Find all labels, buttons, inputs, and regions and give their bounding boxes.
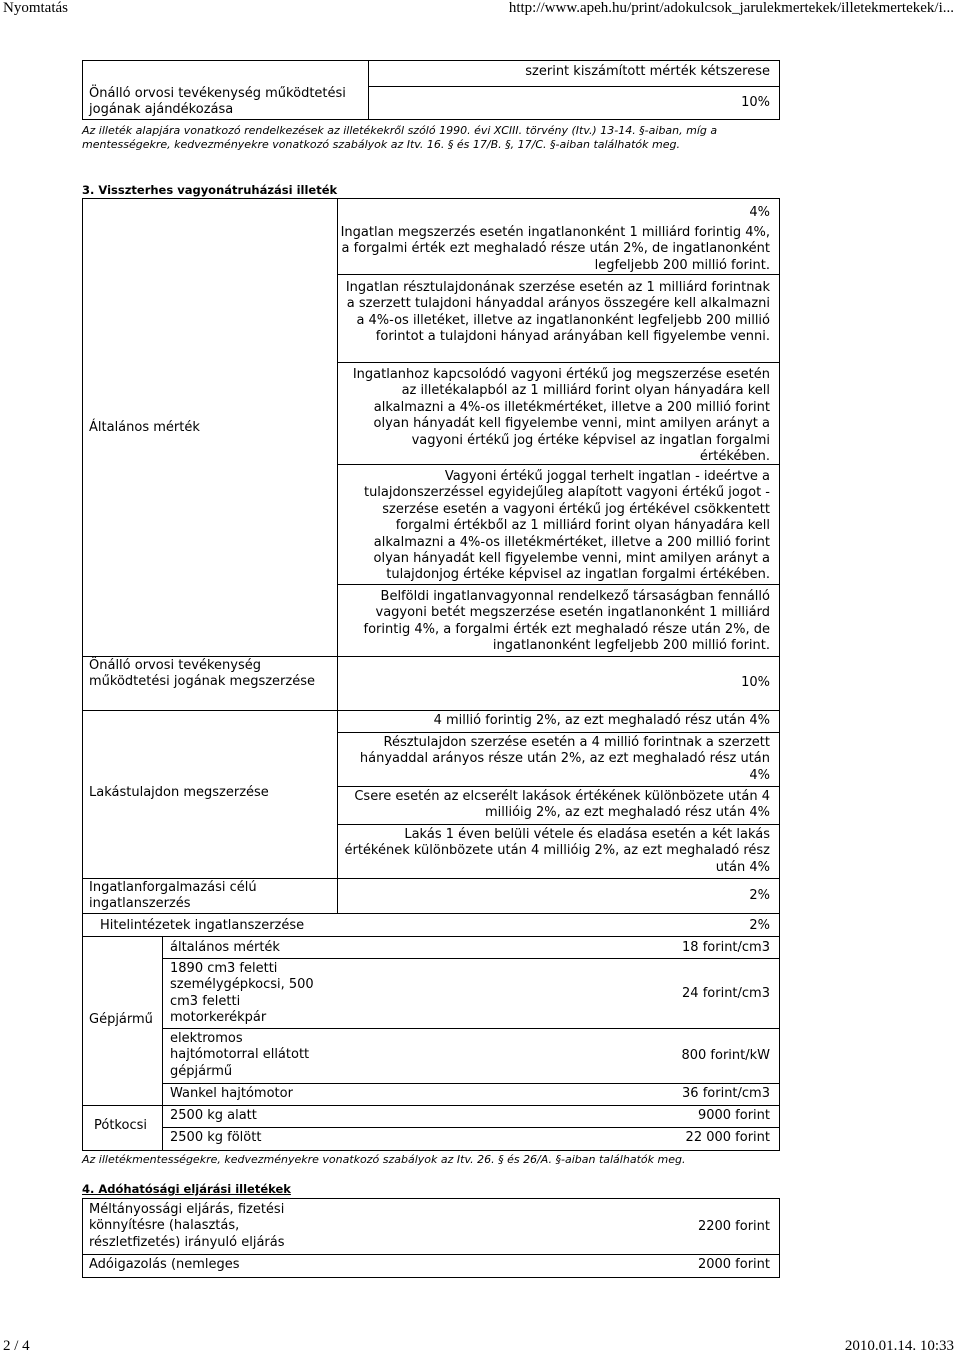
hitel-value: 2% [749, 918, 770, 933]
divider [82, 656, 780, 657]
section4-title: 4. Adóhatósági eljárási illetékek [82, 1182, 291, 1196]
paragraph-tarsasag: Belföldi ingatlanvagyonnal rendelkező társaságban fennálló vagyoni betét megszerzése esetén ingatlanonként 1 milliárd forintig 4%, a forgalmi érték ezt meghaladó része után 2%, de ingatlanonként legfeljebb 200 millió forint. [363, 589, 770, 654]
ajandekozas-label: Önálló orvosi tevékenység működtetési jogának ajándékozása [89, 86, 346, 118]
divider [82, 913, 780, 914]
continuation-label: szerint kiszámított mérték kétszerese [525, 64, 770, 79]
paragraph-ingatlan: Ingatlan megszerzés esetén ingatlanonként 1 milliárd forintig 4%, a forgalmi érték ezt meghaladó része után 2%, de ingatlanonként legfeljebb 200 millió forint. [340, 225, 770, 273]
gepjarmu-row-value: 36 forint/cm3 [682, 1086, 770, 1101]
gepjarmu-row-value: 24 forint/cm3 [682, 986, 770, 1001]
divider [337, 824, 780, 825]
divider [337, 584, 780, 585]
divider [82, 1254, 780, 1255]
divider [82, 878, 780, 879]
eljaras-row-label: Méltányossági eljárás, fizetési könnyítésre (halasztás, részletfizetés) irányuló eljárás [89, 1202, 285, 1250]
divider [337, 786, 780, 787]
print-title: Nyomtatás [3, 0, 68, 16]
divider [162, 1127, 780, 1128]
paragraph-terhelt-ingatlan: Vagyoni értékű joggal terhelt ingatlan - ideértve a tulajdonszerzéssel egyidejűleg alapított vagyoni értékű jogot - szerzése esetén a vagyoni értékű jog értékével csökkentett forgalmi értékből az 1 milliárd forint olyan hányadára kell alkalmazni a 4%-os illetékmértéket, illetve a 200 millió forint olyan hányadát kell figyelembe venni, mint amilyen arányt a tulajdonjog értéke képvisel az ingatlan forgalmi értékében. [363, 469, 770, 583]
lakas-row: Résztulajdon szerzése esetén a 4 millió forintnak a szerzett hányaddal arányos része után 2%, az ezt meghaladó rész után 4% [359, 735, 770, 783]
gepjarmu-row-label: elektromos hajtómotorral ellátott gépjármű [170, 1031, 310, 1079]
print-url: http://www.apeh.hu/print/adokulcsok_jarulekmertekek/illetekmertekek/i... [508, 0, 954, 16]
divider [337, 198, 338, 913]
gepjarmu-row-label: Wankel hajtómotor [170, 1086, 293, 1101]
ingatlanforg-value: 2% [749, 888, 770, 903]
orvosi-label: Önálló orvosi tevékenység működtetési jogának megszerzése [89, 658, 315, 690]
potkocsi-row-value: 9000 forint [697, 1108, 770, 1123]
general-rate-label: Általános mérték [89, 420, 200, 435]
gepjarmu-row-value: 800 forint/kW [681, 1048, 770, 1063]
note-itv-26: Az illetékmentességekre, kedvezményekre vonatkozó szabályok az Itv. 26. § és 26/A. §-aiban találhatók meg. [82, 1153, 686, 1166]
eljaras-row-value: 2000 forint [697, 1257, 770, 1272]
divider [337, 732, 780, 733]
divider [82, 710, 780, 711]
paragraph-vagyoni-jog: Ingatlanhoz kapcsolódó vagyoni értékű jog megszerzése esetén az illetékalapból az 1 milliárd forint olyan hányadára kell alkalmazni a 4%-os illetékmértéket, illetve a 200 millió forint olyan hányadát kell figyelembe venni, mint amilyen arányt a vagyoni értékű jog értéke képvisel az ingatlan forgalmi értékében. [352, 367, 770, 465]
eljaras-row-label: Adóigazolás (nemleges [89, 1257, 240, 1272]
lakas-row: Lakás 1 éven belüli vétele és eladása esetén a két lakás értékének különbözete után 4 millióig 2%, az ezt meghaladó rész után 4% [344, 827, 770, 875]
orvosi-value: 10% [741, 675, 770, 690]
divider [337, 362, 780, 363]
potkocsi-label: Pótkocsi [94, 1118, 147, 1133]
divider [82, 1105, 780, 1106]
divider [82, 936, 780, 937]
general-rate-pct: 4% [749, 205, 770, 220]
lakas-row: 4 millió forintig 2%, az ezt meghaladó rész után 4% [433, 713, 770, 728]
gepjarmu-row-label: 1890 cm3 feletti személygépkocsi, 500 cm3 feletti motorkerékpár [170, 961, 314, 1026]
divider [162, 936, 163, 1151]
lakas-row: Csere esetén az elcserélt lakások értékének különbözete után 4 millióig 2%, az ezt meghaladó rész után 4% [354, 789, 770, 821]
ingatlanforg-label: Ingatlanforgalmazási célú ingatlanszerzés [89, 880, 257, 912]
eljaras-row-value: 2200 forint [697, 1219, 770, 1234]
top-table-divider-h [368, 86, 780, 87]
paragraph-resztulajdon: Ingatlan résztulajdonának szerzése esetén az 1 milliárd forintnak a szerzett tulajdoni hányaddal arányos összegére kell alkalmazni a 4%-os illetéket, illetve az ingatlanonként legfeljebb 200 millió forintot a tulajdoni hányad arányában kell figyelembe venni. [345, 280, 770, 345]
divider [162, 1083, 780, 1084]
gepjarmu-row-value: 18 forint/cm3 [682, 940, 770, 955]
potkocsi-row-label: 2500 kg alatt [170, 1108, 257, 1123]
hitel-label: Hitelintézetek ingatlanszerzése [100, 918, 305, 933]
page-number: 2 / 4 [3, 1338, 30, 1354]
gepjarmu-label: Gépjármű [89, 1012, 153, 1027]
divider [162, 1028, 780, 1029]
potkocsi-row-value: 22 000 forint [685, 1130, 770, 1145]
note-itv-13-14: Az illeték alapjára vonatkozó rendelkezések az illetékekről szóló 1990. évi XCIII. törvény (Itv.) 13-14. §-aiban, míg a mentességekre, kedvezményekre vonatkozó szabályok az Itv. 16. § és 17/B. §, 17/C. §-aiban találhatók meg. [82, 124, 718, 151]
print-datetime: 2010.01.14. 10:33 [844, 1338, 954, 1354]
divider [162, 958, 780, 959]
ajandekozas-value: 10% [741, 95, 770, 110]
lakas-label: Lakástulajdon megszerzése [89, 785, 269, 800]
gepjarmu-row-label: általános mérték [170, 940, 280, 955]
potkocsi-row-label: 2500 kg fölött [170, 1130, 262, 1145]
section3-title: 3. Visszterhes vagyonátruházási illeték [82, 183, 338, 197]
